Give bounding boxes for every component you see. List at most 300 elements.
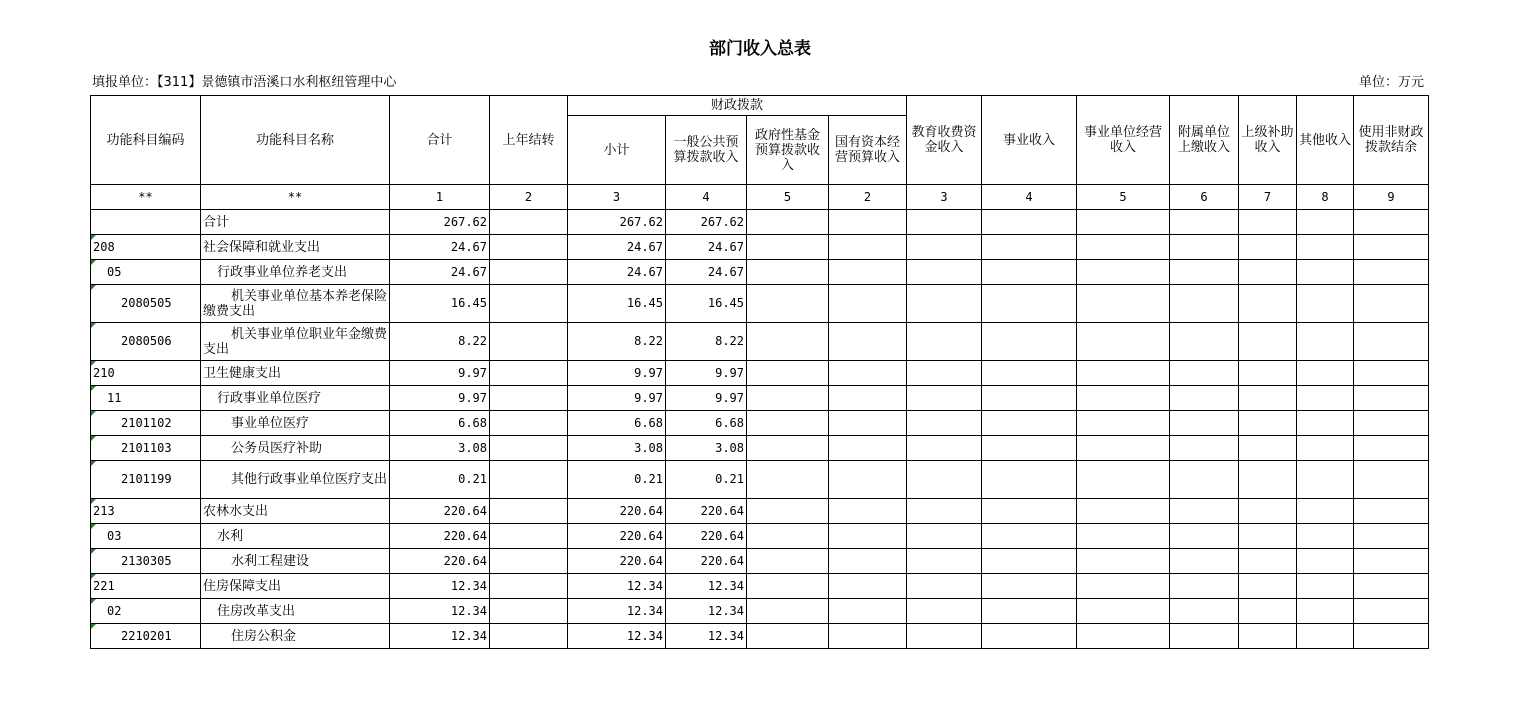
superior-subsidy-cell: [1239, 549, 1297, 574]
report-title: 部门收入总表: [709, 39, 811, 59]
business-income-cell: [982, 461, 1077, 499]
total-cell: 12.34: [390, 574, 490, 599]
superior-subsidy-cell: [1239, 210, 1297, 235]
gov-fund-cell: [747, 549, 829, 574]
superior-subsidy-cell: [1239, 624, 1297, 649]
function-code-cell: [91, 436, 201, 461]
business-income-cell: [982, 411, 1077, 436]
affiliated-cell: [1170, 624, 1239, 649]
cell-flag-marker: [91, 461, 96, 466]
gov-fund-cell: [747, 461, 829, 499]
other-income-cell: [1297, 624, 1354, 649]
reporting-unit: 填报单位：【311】景德镇市浯溪口水利枢纽管理中心: [92, 75, 397, 90]
superior-subsidy-cell: [1239, 260, 1297, 285]
state-capital-cell: [829, 436, 907, 461]
function-code-cell: [91, 386, 201, 411]
education-fee-cell: [907, 361, 982, 386]
income-summary-table: [90, 95, 1429, 649]
total-cell: 267.62: [390, 210, 490, 235]
column-index-cell: **: [201, 185, 390, 210]
state-capital-cell: [829, 323, 907, 361]
gov-fund-cell: [747, 285, 829, 323]
general-budget-cell: 220.64: [666, 499, 747, 524]
function-name-cell: 事业单位医疗: [201, 411, 390, 436]
state-capital-cell: [829, 461, 907, 499]
state-capital-cell: [829, 549, 907, 574]
function-code-text: 2080506: [121, 334, 172, 348]
table-row: [91, 285, 1429, 323]
col-header-total: 合计: [390, 96, 490, 185]
function-code-cell: [91, 210, 201, 235]
gov-fund-cell: [747, 499, 829, 524]
carryover-cell: [490, 361, 568, 386]
column-index-cell: 5: [747, 185, 829, 210]
education-fee-cell: [907, 411, 982, 436]
subtotal-cell: 24.67: [568, 260, 666, 285]
operating-income-cell: [1077, 260, 1170, 285]
function-code-text: 2210201: [121, 628, 172, 643]
state-capital-cell: [829, 499, 907, 524]
other-income-cell: [1297, 574, 1354, 599]
total-cell: 6.68: [390, 411, 490, 436]
col-header-state-capital: 国有资本经营预算收入: [829, 116, 907, 185]
superior-subsidy-cell: [1239, 524, 1297, 549]
col-header-subtotal: 小计: [568, 116, 666, 185]
business-income-cell: [982, 210, 1077, 235]
education-fee-cell: [907, 499, 982, 524]
superior-subsidy-cell: [1239, 461, 1297, 499]
business-income-cell: [982, 386, 1077, 411]
operating-income-cell: [1077, 361, 1170, 386]
gov-fund-cell: [747, 574, 829, 599]
general-budget-cell: 0.21: [666, 461, 747, 499]
operating-income-cell: [1077, 411, 1170, 436]
table-row: [91, 323, 1429, 361]
state-capital-cell: [829, 524, 907, 549]
operating-income-cell: [1077, 549, 1170, 574]
gov-fund-cell: [747, 386, 829, 411]
function-code-cell: [91, 260, 201, 285]
table-row: [91, 411, 1429, 436]
superior-subsidy-cell: [1239, 436, 1297, 461]
other-income-cell: [1297, 461, 1354, 499]
carryover-cell: [490, 574, 568, 599]
col-header-education-fee: 教育收费资金收入: [907, 96, 982, 185]
affiliated-cell: [1170, 549, 1239, 574]
operating-income-cell: [1077, 524, 1170, 549]
business-income-cell: [982, 323, 1077, 361]
table-row: [91, 461, 1429, 499]
state-capital-cell: [829, 361, 907, 386]
gov-fund-cell: [747, 599, 829, 624]
total-cell: 24.67: [390, 260, 490, 285]
state-capital-cell: [829, 235, 907, 260]
general-budget-cell: 3.08: [666, 436, 747, 461]
function-code-text: 02: [107, 603, 122, 618]
total-cell: 12.34: [390, 624, 490, 649]
affiliated-cell: [1170, 210, 1239, 235]
non-fiscal-balance-cell: [1354, 411, 1429, 436]
function-code-text: 2101102: [121, 415, 172, 430]
education-fee-cell: [907, 624, 982, 649]
business-income-cell: [982, 285, 1077, 323]
function-name-cell: 其他行政事业单位医疗支出: [201, 461, 390, 499]
function-code-cell: [91, 524, 201, 549]
non-fiscal-balance-cell: [1354, 549, 1429, 574]
business-income-cell: [982, 574, 1077, 599]
total-cell: 16.45: [390, 285, 490, 323]
total-cell: 0.21: [390, 461, 490, 499]
business-income-cell: [982, 436, 1077, 461]
gov-fund-cell: [747, 210, 829, 235]
total-cell: 8.22: [390, 323, 490, 361]
column-index-cell: **: [91, 185, 201, 210]
gov-fund-cell: [747, 624, 829, 649]
col-header-superior-subsidy: 上级补助收入: [1239, 96, 1297, 185]
carryover-cell: [490, 461, 568, 499]
table-row: [91, 235, 1429, 260]
header-row-top: [91, 96, 1429, 116]
function-name-cell: 机关事业单位职业年金缴费支出: [201, 323, 390, 361]
column-index-cell: 9: [1354, 185, 1429, 210]
non-fiscal-balance-cell: [1354, 499, 1429, 524]
total-cell: 24.67: [390, 235, 490, 260]
non-fiscal-balance-cell: [1354, 323, 1429, 361]
business-income-cell: [982, 624, 1077, 649]
operating-income-cell: [1077, 499, 1170, 524]
other-income-cell: [1297, 549, 1354, 574]
col-header-code: 功能科目编码: [91, 96, 201, 185]
other-income-cell: [1297, 260, 1354, 285]
col-header-general-budget: 一般公共预算拨款收入: [666, 116, 747, 185]
carryover-cell: [490, 260, 568, 285]
function-code-cell: [91, 235, 201, 260]
operating-income-cell: [1077, 285, 1170, 323]
table-row: [91, 599, 1429, 624]
non-fiscal-balance-cell: [1354, 210, 1429, 235]
other-income-cell: [1297, 386, 1354, 411]
superior-subsidy-cell: [1239, 285, 1297, 323]
other-income-cell: [1297, 210, 1354, 235]
table-row: [91, 624, 1429, 649]
carryover-cell: [490, 624, 568, 649]
affiliated-cell: [1170, 386, 1239, 411]
subtotal-cell: 0.21: [568, 461, 666, 499]
table-row: [91, 210, 1429, 235]
non-fiscal-balance-cell: [1354, 599, 1429, 624]
column-index-cell: 5: [1077, 185, 1170, 210]
function-code-cell: [91, 599, 201, 624]
function-code-text: 210: [93, 365, 115, 380]
function-code-text: 03: [107, 528, 122, 543]
superior-subsidy-cell: [1239, 323, 1297, 361]
subtotal-cell: 8.22: [568, 323, 666, 361]
subtotal-cell: 16.45: [568, 285, 666, 323]
general-budget-cell: 12.34: [666, 624, 747, 649]
general-budget-cell: 220.64: [666, 524, 747, 549]
superior-subsidy-cell: [1239, 386, 1297, 411]
operating-income-cell: [1077, 210, 1170, 235]
cell-flag-marker: [91, 524, 96, 529]
function-name-cell: 社会保障和就业支出: [201, 235, 390, 260]
cell-flag-marker: [91, 361, 96, 366]
cell-flag-marker: [91, 235, 96, 240]
cell-flag-marker: [91, 260, 96, 265]
total-cell: 220.64: [390, 549, 490, 574]
col-header-affiliated: 附属单位上缴收入: [1170, 96, 1239, 185]
subtotal-cell: 3.08: [568, 436, 666, 461]
function-name-cell: 水利工程建设: [201, 549, 390, 574]
subtotal-cell: 12.34: [568, 624, 666, 649]
education-fee-cell: [907, 436, 982, 461]
table-row: [91, 574, 1429, 599]
function-name-cell: 水利: [201, 524, 390, 549]
subtotal-cell: 12.34: [568, 599, 666, 624]
carryover-cell: [490, 499, 568, 524]
table-row: [91, 436, 1429, 461]
other-income-cell: [1297, 499, 1354, 524]
education-fee-cell: [907, 323, 982, 361]
operating-income-cell: [1077, 574, 1170, 599]
education-fee-cell: [907, 210, 982, 235]
function-name-cell: 公务员医疗补助: [201, 436, 390, 461]
general-budget-cell: 220.64: [666, 549, 747, 574]
column-index-cell: 2: [829, 185, 907, 210]
col-header-name: 功能科目名称: [201, 96, 390, 185]
table-row: [91, 499, 1429, 524]
state-capital-cell: [829, 624, 907, 649]
superior-subsidy-cell: [1239, 574, 1297, 599]
cell-flag-marker: [91, 285, 96, 290]
affiliated-cell: [1170, 499, 1239, 524]
subtotal-cell: 6.68: [568, 411, 666, 436]
gov-fund-cell: [747, 524, 829, 549]
operating-income-cell: [1077, 436, 1170, 461]
state-capital-cell: [829, 285, 907, 323]
function-code-text: 2080505: [121, 296, 172, 310]
state-capital-cell: [829, 599, 907, 624]
superior-subsidy-cell: [1239, 411, 1297, 436]
function-code-cell: [91, 574, 201, 599]
col-header-business-income: 事业收入: [982, 96, 1077, 185]
function-code-cell: [91, 285, 201, 323]
function-code-cell: [91, 499, 201, 524]
business-income-cell: [982, 260, 1077, 285]
column-index-cell: 3: [568, 185, 666, 210]
carryover-cell: [490, 235, 568, 260]
column-index-cell: 7: [1239, 185, 1297, 210]
gov-fund-cell: [747, 235, 829, 260]
col-header-fiscal-group: 财政拨款: [568, 96, 907, 116]
total-cell: 9.97: [390, 361, 490, 386]
function-code-cell: [91, 323, 201, 361]
function-name-cell: 合计: [201, 210, 390, 235]
carryover-cell: [490, 411, 568, 436]
subtotal-cell: 12.34: [568, 574, 666, 599]
carryover-cell: [490, 599, 568, 624]
function-name-cell: 农林水支出: [201, 499, 390, 524]
subtotal-cell: 220.64: [568, 549, 666, 574]
table-row: [91, 361, 1429, 386]
business-income-cell: [982, 361, 1077, 386]
cell-flag-marker: [91, 574, 96, 579]
col-header-gov-fund: 政府性基金预算拨款收入: [747, 116, 829, 185]
affiliated-cell: [1170, 436, 1239, 461]
cell-flag-marker: [91, 323, 96, 328]
other-income-cell: [1297, 323, 1354, 361]
general-budget-cell: 8.22: [666, 323, 747, 361]
cell-flag-marker: [91, 436, 96, 441]
column-index-cell: 1: [390, 185, 490, 210]
function-name-cell: 行政事业单位养老支出: [201, 260, 390, 285]
operating-income-cell: [1077, 461, 1170, 499]
general-budget-cell: 6.68: [666, 411, 747, 436]
column-index-cell: 4: [666, 185, 747, 210]
cell-flag-marker: [91, 624, 96, 629]
education-fee-cell: [907, 260, 982, 285]
general-budget-cell: 267.62: [666, 210, 747, 235]
function-name-cell: 卫生健康支出: [201, 361, 390, 386]
table-row: [91, 549, 1429, 574]
business-income-cell: [982, 235, 1077, 260]
affiliated-cell: [1170, 323, 1239, 361]
function-code-text: 2101103: [121, 440, 172, 455]
carryover-cell: [490, 436, 568, 461]
function-code-text: 208: [93, 239, 115, 254]
column-index-cell: 4: [982, 185, 1077, 210]
function-name-cell: 住房公积金: [201, 624, 390, 649]
affiliated-cell: [1170, 574, 1239, 599]
cell-flag-marker: [91, 499, 96, 504]
column-index-cell: 2: [490, 185, 568, 210]
other-income-cell: [1297, 235, 1354, 260]
table-row: [91, 260, 1429, 285]
state-capital-cell: [829, 411, 907, 436]
function-code-cell: [91, 411, 201, 436]
function-code-text: 11: [107, 390, 122, 405]
total-cell: 3.08: [390, 436, 490, 461]
col-header-operating-income: 事业单位经营收入: [1077, 96, 1170, 185]
table-row: [91, 524, 1429, 549]
operating-income-cell: [1077, 323, 1170, 361]
column-index-cell: 3: [907, 185, 982, 210]
function-name-cell: 住房保障支出: [201, 574, 390, 599]
general-budget-cell: 16.45: [666, 285, 747, 323]
affiliated-cell: [1170, 361, 1239, 386]
currency-unit: 单位：万元: [1358, 75, 1424, 90]
other-income-cell: [1297, 285, 1354, 323]
carryover-cell: [490, 210, 568, 235]
affiliated-cell: [1170, 524, 1239, 549]
education-fee-cell: [907, 574, 982, 599]
non-fiscal-balance-cell: [1354, 361, 1429, 386]
column-index-cell: 6: [1170, 185, 1239, 210]
education-fee-cell: [907, 599, 982, 624]
carryover-cell: [490, 524, 568, 549]
carryover-cell: [490, 285, 568, 323]
function-code-text: 213: [93, 503, 115, 518]
subtotal-cell: 267.62: [568, 210, 666, 235]
function-code-cell: [91, 461, 201, 499]
gov-fund-cell: [747, 361, 829, 386]
subtotal-cell: 24.67: [568, 235, 666, 260]
carryover-cell: [490, 323, 568, 361]
education-fee-cell: [907, 524, 982, 549]
other-income-cell: [1297, 411, 1354, 436]
function-code-cell: [91, 361, 201, 386]
other-income-cell: [1297, 361, 1354, 386]
business-income-cell: [982, 549, 1077, 574]
state-capital-cell: [829, 260, 907, 285]
affiliated-cell: [1170, 285, 1239, 323]
non-fiscal-balance-cell: [1354, 436, 1429, 461]
operating-income-cell: [1077, 599, 1170, 624]
total-cell: 220.64: [390, 524, 490, 549]
business-income-cell: [982, 599, 1077, 624]
affiliated-cell: [1170, 461, 1239, 499]
function-name-cell: 行政事业单位医疗: [201, 386, 390, 411]
col-header-non-fiscal-balance: 使用非财政拨款结余: [1354, 96, 1429, 185]
carryover-cell: [490, 549, 568, 574]
education-fee-cell: [907, 235, 982, 260]
subtotal-cell: 9.97: [568, 361, 666, 386]
business-income-cell: [982, 499, 1077, 524]
education-fee-cell: [907, 386, 982, 411]
column-index-cell: 8: [1297, 185, 1354, 210]
operating-income-cell: [1077, 386, 1170, 411]
state-capital-cell: [829, 386, 907, 411]
gov-fund-cell: [747, 411, 829, 436]
function-code-cell: [91, 624, 201, 649]
non-fiscal-balance-cell: [1354, 235, 1429, 260]
other-income-cell: [1297, 599, 1354, 624]
subtotal-cell: 220.64: [568, 524, 666, 549]
general-budget-cell: 9.97: [666, 361, 747, 386]
function-code-text: 05: [107, 264, 122, 279]
state-capital-cell: [829, 574, 907, 599]
gov-fund-cell: [747, 436, 829, 461]
total-cell: 12.34: [390, 599, 490, 624]
function-code-cell: [91, 549, 201, 574]
total-cell: 220.64: [390, 499, 490, 524]
col-header-other-income: 其他收入: [1297, 96, 1354, 185]
col-header-carryover: 上年结转: [490, 96, 568, 185]
general-budget-cell: 9.97: [666, 386, 747, 411]
education-fee-cell: [907, 549, 982, 574]
total-cell: 9.97: [390, 386, 490, 411]
general-budget-cell: 24.67: [666, 260, 747, 285]
affiliated-cell: [1170, 235, 1239, 260]
function-code-text: 221: [93, 578, 115, 593]
gov-fund-cell: [747, 260, 829, 285]
affiliated-cell: [1170, 599, 1239, 624]
other-income-cell: [1297, 524, 1354, 549]
non-fiscal-balance-cell: [1354, 461, 1429, 499]
function-code-text: 2101199: [121, 472, 172, 486]
other-income-cell: [1297, 436, 1354, 461]
cell-flag-marker: [91, 386, 96, 391]
function-code-text: 2130305: [121, 553, 172, 568]
superior-subsidy-cell: [1239, 361, 1297, 386]
function-name-cell: 机关事业单位基本养老保险缴费支出: [201, 285, 390, 323]
general-budget-cell: 24.67: [666, 235, 747, 260]
general-budget-cell: 12.34: [666, 599, 747, 624]
superior-subsidy-cell: [1239, 599, 1297, 624]
affiliated-cell: [1170, 260, 1239, 285]
function-name-cell: 住房改革支出: [201, 599, 390, 624]
gov-fund-cell: [747, 323, 829, 361]
non-fiscal-balance-cell: [1354, 624, 1429, 649]
